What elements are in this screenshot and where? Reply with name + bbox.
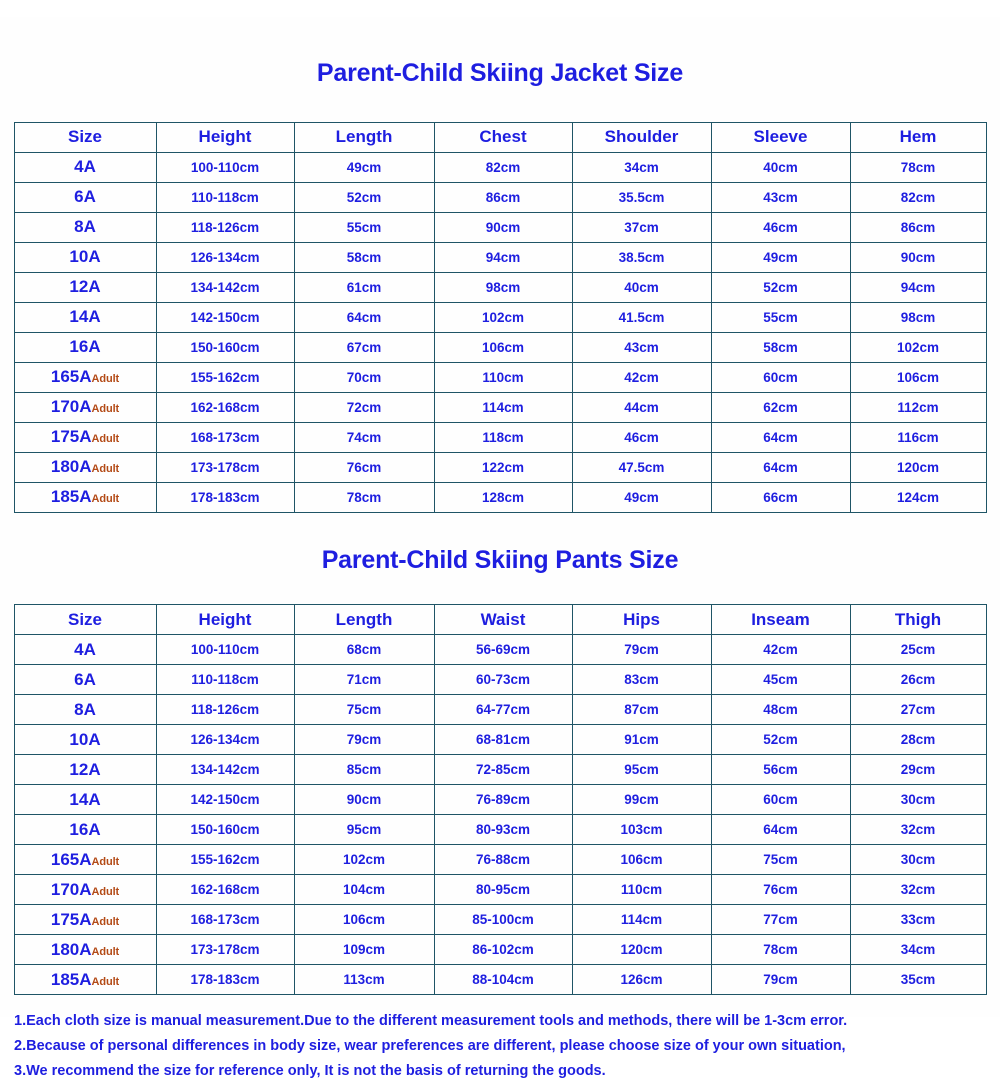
cell-height: 126-134cm	[156, 242, 294, 272]
table-row	[14, 815, 986, 845]
table-row	[14, 422, 986, 452]
adult-label: Adult	[91, 975, 120, 988]
size-label: 185A	[50, 487, 92, 506]
cell-shoulder: 34cm	[572, 152, 711, 182]
adult-label: Adult	[91, 945, 120, 958]
cell-waist: 85-100cm	[434, 905, 572, 935]
cell-height: 178-183cm	[156, 482, 294, 512]
cell-length: 49cm	[294, 152, 434, 182]
size-label: 175A	[50, 427, 92, 446]
cell-height: 100-110cm	[156, 635, 294, 665]
cell-waist: 72-85cm	[434, 755, 572, 785]
cell-sleeve: 46cm	[711, 212, 850, 242]
cell-size	[14, 332, 156, 362]
cell-size	[14, 482, 156, 512]
cell-height: 110-118cm	[156, 182, 294, 212]
cell-height: 162-168cm	[156, 875, 294, 905]
cell-height: 168-173cm	[156, 422, 294, 452]
cell-chest: 90cm	[434, 212, 572, 242]
cell-waist: 80-93cm	[434, 815, 572, 845]
cell-thigh: 30cm	[850, 785, 986, 815]
adult-label: Adult	[91, 463, 120, 475]
cell-thigh: 35cm	[850, 965, 986, 995]
size-label: 10A	[69, 247, 101, 266]
cell-length: 104cm	[294, 875, 434, 905]
note-line: 1.Each cloth size is manual measurement.Due to the different measurement tools and methods, there will be 1-3cm error.	[14, 1013, 848, 1029]
cell-length: 79cm	[294, 725, 434, 755]
table-row	[14, 695, 986, 725]
cell-inseam: 60cm	[711, 785, 850, 815]
cell-height: 150-160cm	[156, 332, 294, 362]
cell-inseam: 75cm	[711, 845, 850, 875]
pants-table-body	[14, 635, 986, 995]
cell-hips: 106cm	[572, 845, 711, 875]
cell-length: 109cm	[294, 935, 434, 965]
adult-label: Adult	[91, 855, 120, 868]
size-label: 165A	[50, 849, 92, 869]
cell-hips: 114cm	[572, 905, 711, 935]
cell-thigh: 27cm	[850, 695, 986, 725]
cell-hem: 94cm	[850, 272, 986, 302]
cell-length: 70cm	[294, 362, 434, 392]
cell-thigh: 34cm	[850, 935, 986, 965]
cell-size	[14, 935, 156, 965]
cell-height: 118-126cm	[156, 212, 294, 242]
size-label: 180A	[50, 457, 92, 476]
size-label: 185A	[50, 969, 92, 989]
cell-size	[14, 965, 156, 995]
note-line: 2.Because of personal differences in body size, wear preferences are different, please choose size of your own situation,	[14, 1038, 846, 1054]
cell-size	[14, 755, 156, 785]
cell-size	[14, 875, 156, 905]
cell-hem: 86cm	[850, 212, 986, 242]
cell-size	[14, 362, 156, 392]
table-row	[14, 665, 986, 695]
table-row	[14, 182, 986, 212]
adult-label: Adult	[91, 915, 120, 928]
cell-height: 134-142cm	[156, 755, 294, 785]
cell-waist: 86-102cm	[434, 935, 572, 965]
cell-hips: 91cm	[572, 725, 711, 755]
size-label: 180A	[50, 939, 92, 959]
cell-length: 78cm	[294, 482, 434, 512]
table-row	[14, 875, 986, 905]
cell-shoulder: 49cm	[572, 482, 711, 512]
cell-hem: 78cm	[850, 152, 986, 182]
cell-waist: 76-89cm	[434, 785, 572, 815]
cell-length: 52cm	[294, 182, 434, 212]
cell-hem: 120cm	[850, 452, 986, 482]
cell-hem: 102cm	[850, 332, 986, 362]
column-header-height: Height	[156, 122, 294, 152]
cell-chest: 122cm	[434, 452, 572, 482]
cell-length: 75cm	[294, 695, 434, 725]
table-row	[14, 152, 986, 182]
cell-shoulder: 40cm	[572, 272, 711, 302]
cell-length: 76cm	[294, 452, 434, 482]
cell-height: 178-183cm	[156, 965, 294, 995]
cell-inseam: 42cm	[711, 635, 850, 665]
cell-thigh: 30cm	[850, 845, 986, 875]
cell-height: 168-173cm	[156, 905, 294, 935]
table-row	[14, 392, 986, 422]
cell-height: 173-178cm	[156, 452, 294, 482]
cell-sleeve: 52cm	[711, 272, 850, 302]
column-header-length: Length	[294, 122, 434, 152]
cell-size	[14, 815, 156, 845]
column-header-sleeve: Sleeve	[711, 122, 850, 152]
table-row	[14, 845, 986, 875]
cell-hips: 79cm	[572, 635, 711, 665]
cell-size	[14, 695, 156, 725]
column-header-hem: Hem	[850, 122, 986, 152]
table-row	[14, 965, 986, 995]
cell-height: 142-150cm	[156, 302, 294, 332]
size-label: 12A	[69, 277, 101, 296]
size-label: 6A	[74, 669, 96, 689]
cell-thigh: 32cm	[850, 815, 986, 845]
adult-label: Adult	[91, 493, 120, 505]
column-header-length: Length	[294, 605, 434, 635]
cell-waist: 88-104cm	[434, 965, 572, 995]
adult-label: Adult	[91, 373, 120, 385]
cell-shoulder: 41.5cm	[572, 302, 711, 332]
cell-hips: 99cm	[572, 785, 711, 815]
column-header-waist: Waist	[434, 605, 572, 635]
cell-size	[14, 725, 156, 755]
column-header-shoulder: Shoulder	[572, 122, 711, 152]
cell-chest: 106cm	[434, 332, 572, 362]
cell-waist: 80-95cm	[434, 875, 572, 905]
cell-height: 155-162cm	[156, 845, 294, 875]
cell-height: 162-168cm	[156, 392, 294, 422]
size-label: 16A	[69, 819, 101, 839]
cell-size	[14, 272, 156, 302]
table-row	[14, 482, 986, 512]
cell-waist: 64-77cm	[434, 695, 572, 725]
column-header-thigh: Thigh	[850, 605, 986, 635]
cell-height: 150-160cm	[156, 815, 294, 845]
size-label: 175A	[50, 909, 92, 929]
cell-size	[14, 452, 156, 482]
jacket-table-header	[14, 122, 986, 152]
column-header-hips: Hips	[572, 605, 711, 635]
size-label: 8A	[74, 217, 96, 236]
table-row	[14, 362, 986, 392]
cell-size	[14, 242, 156, 272]
cell-inseam: 45cm	[711, 665, 850, 695]
cell-hips: 126cm	[572, 965, 711, 995]
cell-length: 64cm	[294, 302, 434, 332]
cell-thigh: 28cm	[850, 725, 986, 755]
cell-height: 134-142cm	[156, 272, 294, 302]
cell-hips: 87cm	[572, 695, 711, 725]
table-header-row	[14, 122, 986, 152]
cell-length: 90cm	[294, 785, 434, 815]
size-label: 4A	[74, 639, 96, 659]
cell-size	[14, 785, 156, 815]
cell-inseam: 77cm	[711, 905, 850, 935]
cell-sleeve: 43cm	[711, 182, 850, 212]
cell-hem: 116cm	[850, 422, 986, 452]
size-label: 12A	[69, 759, 101, 779]
size-label: 16A	[69, 337, 101, 356]
cell-chest: 110cm	[434, 362, 572, 392]
size-label: 170A	[50, 879, 92, 899]
cell-chest: 98cm	[434, 272, 572, 302]
cell-length: 106cm	[294, 905, 434, 935]
size-label: 10A	[69, 729, 101, 749]
cell-inseam: 64cm	[711, 815, 850, 845]
pants-size-table	[14, 604, 987, 995]
cell-thigh: 26cm	[850, 665, 986, 695]
column-header-chest: Chest	[434, 122, 572, 152]
pants-table-title: Parent-Child Skiing Pants Size	[321, 546, 679, 575]
cell-shoulder: 47.5cm	[572, 452, 711, 482]
size-label: 14A	[69, 789, 101, 809]
cell-thigh: 25cm	[850, 635, 986, 665]
cell-size	[14, 665, 156, 695]
cell-waist: 68-81cm	[434, 725, 572, 755]
table-row	[14, 242, 986, 272]
table-row	[14, 635, 986, 665]
cell-shoulder: 43cm	[572, 332, 711, 362]
cell-hips: 83cm	[572, 665, 711, 695]
table-row	[14, 755, 986, 785]
column-header-inseam: Inseam	[711, 605, 850, 635]
size-label: 4A	[74, 157, 96, 176]
cell-size	[14, 302, 156, 332]
cell-height: 100-110cm	[156, 152, 294, 182]
cell-length: 58cm	[294, 242, 434, 272]
cell-chest: 114cm	[434, 392, 572, 422]
table-row	[14, 905, 986, 935]
table-row	[14, 302, 986, 332]
cell-shoulder: 38.5cm	[572, 242, 711, 272]
cell-size	[14, 152, 156, 182]
note-line: 3.We recommend the size for reference only, It is not the basis of returning the goods.	[14, 1063, 606, 1079]
cell-inseam: 79cm	[711, 965, 850, 995]
cell-size	[14, 212, 156, 242]
table-row	[14, 452, 986, 482]
size-label: 165A	[50, 367, 92, 386]
cell-size	[14, 422, 156, 452]
cell-hem: 124cm	[850, 482, 986, 512]
table-row	[14, 725, 986, 755]
jacket-table-container	[0, 105, 1000, 513]
cell-length: 74cm	[294, 422, 434, 452]
cell-length: 68cm	[294, 635, 434, 665]
cell-sleeve: 64cm	[711, 422, 850, 452]
cell-length: 61cm	[294, 272, 434, 302]
cell-shoulder: 37cm	[572, 212, 711, 242]
cell-length: 113cm	[294, 965, 434, 995]
cell-sleeve: 58cm	[711, 332, 850, 362]
jacket-table-title: Parent-Child Skiing Jacket Size	[316, 58, 684, 87]
cell-length: 72cm	[294, 392, 434, 422]
cell-hem: 90cm	[850, 242, 986, 272]
size-label: 170A	[50, 397, 92, 416]
cell-size	[14, 635, 156, 665]
cell-size	[14, 845, 156, 875]
cell-chest: 94cm	[434, 242, 572, 272]
cell-shoulder: 46cm	[572, 422, 711, 452]
jacket-size-table	[14, 122, 987, 513]
cell-thigh: 33cm	[850, 905, 986, 935]
cell-hips: 110cm	[572, 875, 711, 905]
cell-thigh: 32cm	[850, 875, 986, 905]
column-header-size: Size	[14, 605, 156, 635]
cell-hem: 98cm	[850, 302, 986, 332]
disclaimer-notes	[14, 1009, 1000, 1084]
cell-waist: 56-69cm	[434, 635, 572, 665]
cell-size	[14, 905, 156, 935]
cell-waist: 60-73cm	[434, 665, 572, 695]
cell-height: 155-162cm	[156, 362, 294, 392]
cell-height: 142-150cm	[156, 785, 294, 815]
table-row	[14, 935, 986, 965]
pants-table-header	[14, 605, 986, 635]
size-label: 8A	[74, 699, 96, 719]
table-header-row	[14, 605, 986, 635]
cell-hem: 82cm	[850, 182, 986, 212]
cell-thigh: 29cm	[850, 755, 986, 785]
cell-hem: 112cm	[850, 392, 986, 422]
cell-sleeve: 40cm	[711, 152, 850, 182]
cell-length: 95cm	[294, 815, 434, 845]
cell-sleeve: 55cm	[711, 302, 850, 332]
cell-length: 55cm	[294, 212, 434, 242]
table-row	[14, 785, 986, 815]
cell-size	[14, 182, 156, 212]
cell-shoulder: 42cm	[572, 362, 711, 392]
cell-height: 110-118cm	[156, 665, 294, 695]
cell-sleeve: 49cm	[711, 242, 850, 272]
table-row	[14, 332, 986, 362]
size-label: 14A	[69, 307, 101, 326]
cell-hem: 106cm	[850, 362, 986, 392]
cell-chest: 86cm	[434, 182, 572, 212]
cell-inseam: 56cm	[711, 755, 850, 785]
pants-table-container	[0, 592, 1000, 995]
adult-label: Adult	[91, 433, 120, 445]
size-label: 6A	[74, 187, 96, 206]
cell-shoulder: 44cm	[572, 392, 711, 422]
cell-length: 71cm	[294, 665, 434, 695]
cell-waist: 76-88cm	[434, 845, 572, 875]
cell-chest: 118cm	[434, 422, 572, 452]
cell-sleeve: 62cm	[711, 392, 850, 422]
cell-size	[14, 392, 156, 422]
cell-length: 67cm	[294, 332, 434, 362]
jacket-table-body	[14, 152, 986, 512]
table-row	[14, 212, 986, 242]
cell-hips: 103cm	[572, 815, 711, 845]
cell-height: 118-126cm	[156, 695, 294, 725]
cell-length: 85cm	[294, 755, 434, 785]
cell-inseam: 76cm	[711, 875, 850, 905]
adult-label: Adult	[91, 403, 120, 415]
cell-inseam: 78cm	[711, 935, 850, 965]
cell-sleeve: 64cm	[711, 452, 850, 482]
cell-hips: 95cm	[572, 755, 711, 785]
cell-length: 102cm	[294, 845, 434, 875]
adult-label: Adult	[91, 885, 120, 898]
cell-inseam: 52cm	[711, 725, 850, 755]
cell-chest: 82cm	[434, 152, 572, 182]
cell-chest: 102cm	[434, 302, 572, 332]
cell-height: 126-134cm	[156, 725, 294, 755]
cell-inseam: 48cm	[711, 695, 850, 725]
cell-sleeve: 60cm	[711, 362, 850, 392]
column-header-size: Size	[14, 122, 156, 152]
column-header-height: Height	[156, 605, 294, 635]
cell-sleeve: 66cm	[711, 482, 850, 512]
cell-chest: 128cm	[434, 482, 572, 512]
table-row	[14, 272, 986, 302]
cell-height: 173-178cm	[156, 935, 294, 965]
cell-hips: 120cm	[572, 935, 711, 965]
cell-shoulder: 35.5cm	[572, 182, 711, 212]
size-chart-page	[0, 17, 1000, 1079]
